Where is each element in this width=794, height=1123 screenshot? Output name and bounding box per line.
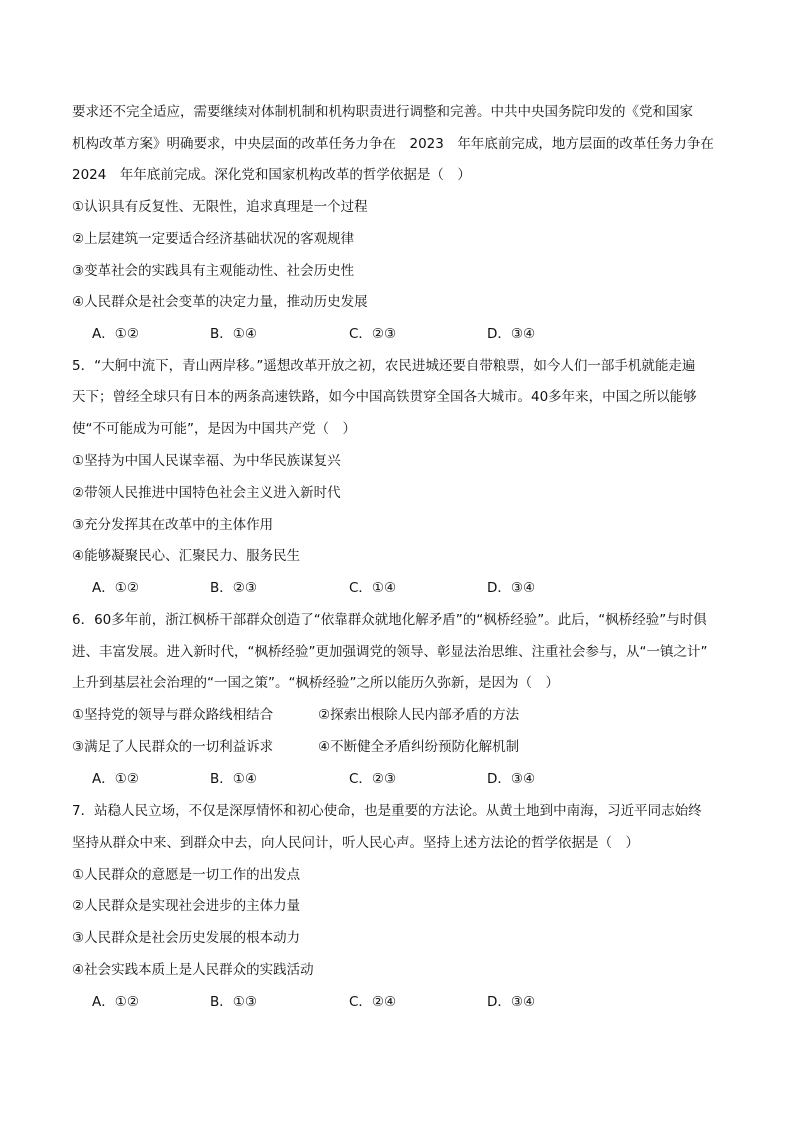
q4-item: ①认识具有反复性、无限性，追求真理是一个过程	[72, 199, 368, 215]
q5-stem-line: 5．“大舸中流下，青山两岸移。”遥想改革开放之初，农民进城还要自带粮票，如今人们一部手机就能走遍	[72, 358, 696, 374]
q5-item: ③充分发挥其在改革中的主体作用	[72, 517, 274, 533]
q5-choice-d[interactable]: D．③④	[487, 580, 536, 596]
q5-choice-b[interactable]: B．②③	[210, 580, 257, 596]
q7-choice-c[interactable]: C．②④	[349, 994, 397, 1010]
q4-stem-line: 机构改革方案》明确要求，中央层面的改革任务力争在 2023 年年底前完成，地方层面的改革任务力争在	[72, 136, 714, 152]
q6-choice-b[interactable]: B．①④	[210, 771, 257, 787]
q7-choice-b[interactable]: B．①③	[210, 994, 257, 1010]
q6-choice-d[interactable]: D．③④	[487, 771, 536, 787]
q6-item: ①坚持党的领导与群众路线相结合	[72, 707, 274, 723]
q7-item: ②人民群众是实现社会进步的主体力量	[72, 898, 301, 914]
q6-stem-line: 进、丰富发展。进入新时代，“枫桥经验”更加强调党的领导、彰显法治思维、注重社会参与，从“一镇之计”	[72, 644, 708, 660]
q7-choice-d[interactable]: D．③④	[487, 994, 536, 1010]
q7-choice-a[interactable]: A．①②	[92, 994, 139, 1010]
q6-stem-line: 6．60多年前，浙江枫桥干部群众创造了“依靠群众就地化解矛盾”的“枫桥经验”。此后，“枫桥经验”与时俱	[72, 612, 707, 628]
q6-item: ④不断健全矛盾纠纷预防化解机制	[318, 739, 520, 755]
q7-item: ①人民群众的意愿是一切工作的出发点	[72, 867, 301, 883]
q4-choice-a[interactable]: A．①②	[92, 326, 139, 342]
q6-choice-c[interactable]: C．②③	[349, 771, 397, 787]
q6-choice-a[interactable]: A．①②	[92, 771, 139, 787]
q5-item: ④能够凝聚民心、汇聚民力、服务民生	[72, 548, 301, 564]
q4-choice-d[interactable]: D．③④	[487, 326, 536, 342]
q4-choice-b[interactable]: B．①④	[210, 326, 257, 342]
q6-item: ②探索出根除人民内部矛盾的方法	[318, 707, 520, 723]
q5-stem-line: 使“不可能成为可能”，是因为中国共产党（ ）	[72, 421, 356, 437]
q4-item: ④人民群众是社会变革的决定力量，推动历史发展	[72, 294, 368, 310]
q7-item: ④社会实践本质上是人民群众的实践活动	[72, 962, 314, 978]
q7-item: ③人民群众是社会历史发展的根本动力	[72, 930, 301, 946]
q4-choice-c[interactable]: C．②③	[349, 326, 397, 342]
q7-stem-line: 坚持从群众中来、到群众中去，向人民问计，听人民心声。坚持上述方法论的哲学依据是（ ）	[72, 835, 639, 851]
q4-stem-line: 2024 年年底前完成。深化党和国家机构改革的哲学依据是（ ）	[72, 167, 471, 183]
q5-choice-a[interactable]: A．①②	[92, 580, 139, 596]
q5-stem-line: 天下；曾经全球只有日本的两条高速铁路，如今中国高铁贯穿全国各大城市。40多年来，中国之所以能够	[72, 389, 697, 405]
q4-stem-line: 要求还不完全适应，需要继续对体制机制和机构职责进行调整和完善。中共中央国务院印发的《党和国家	[72, 104, 693, 120]
q5-item: ①坚持为中国人民谋幸福、为中华民族谋复兴	[72, 453, 341, 469]
q6-item: ③满足了人民群众的一切利益诉求	[72, 739, 274, 755]
q5-item: ②带领人民推进中国特色社会主义进入新时代	[72, 485, 341, 501]
q4-item: ③变革社会的实践具有主观能动性、社会历史性	[72, 263, 355, 279]
q5-choice-c[interactable]: C．①④	[349, 580, 397, 596]
q6-stem-line: 上升到基层社会治理的“一国之策”。“枫桥经验”之所以能历久弥新，是因为（ ）	[72, 675, 559, 691]
q4-item: ②上层建筑一定要适合经济基础状况的客观规律	[72, 231, 355, 247]
q7-stem-line: 7．站稳人民立场，不仅是深厚情怀和初心使命，也是重要的方法论。从黄土地到中南海，习近平同志始终	[72, 803, 702, 819]
